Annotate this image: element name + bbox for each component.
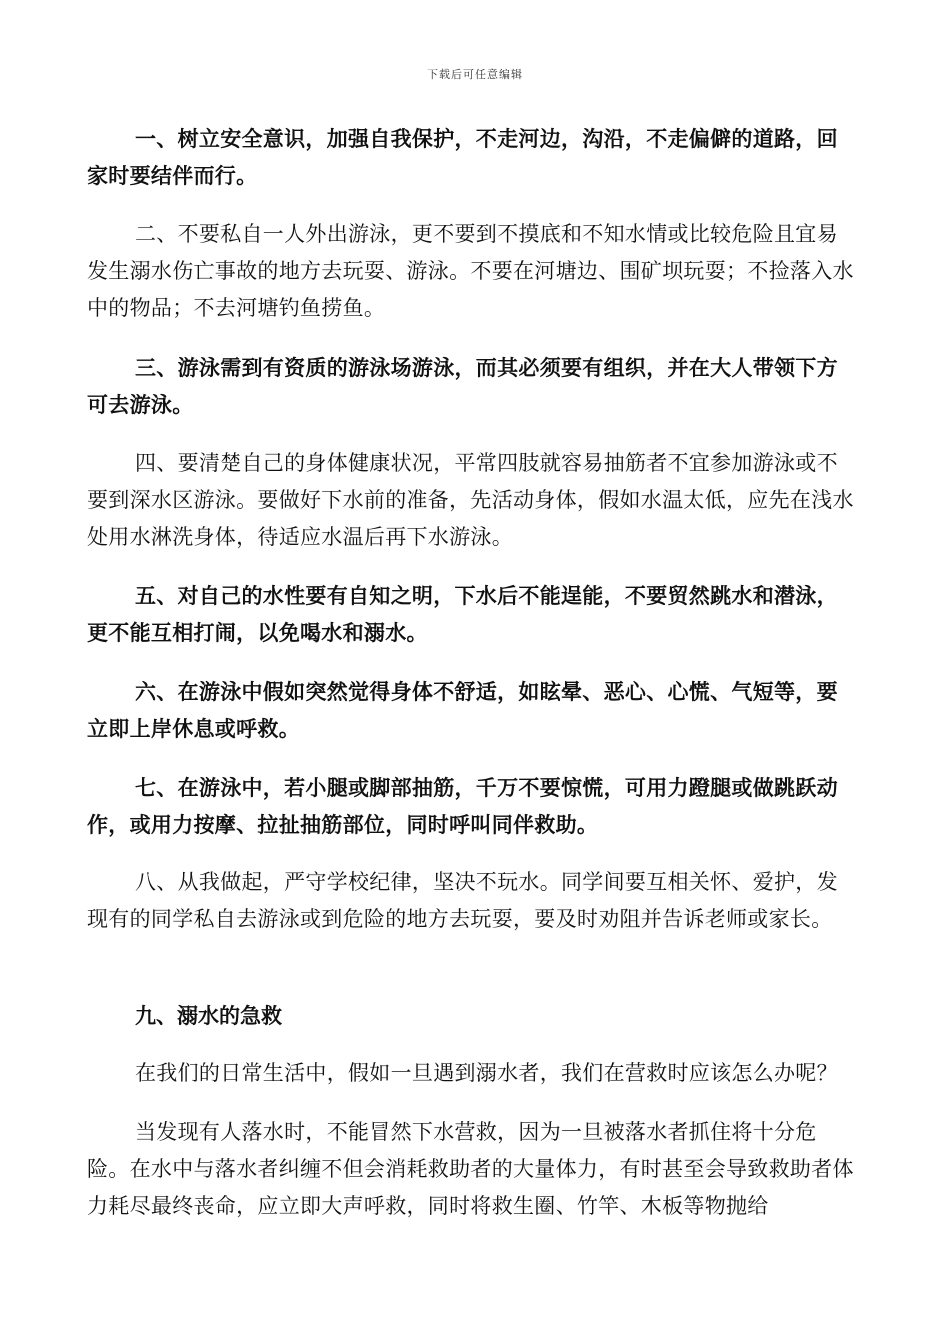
- paragraph-3: 三、游泳需到有资质的游泳场游泳，而其必须要有组织，并在大人带领下方可去游泳。: [87, 355, 838, 417]
- paragraph-10: 在我们的日常生活中，假如一旦遇到溺水者，我们在营救时应该怎么办呢？: [135, 1061, 838, 1085]
- paragraph-11: 当发现有人落水时，不能冒然下水营救，因为一旦被落水者抓住将十分危险。在水中与落水者纠缠不但会消耗救助者的大量体力，有时甚至会导致救助者体力耗尽最终丧命，应立即大声呼救，同时将救生圈、竹竿、木板等物抛给: [87, 1120, 854, 1218]
- paragraph-7: 七、在游泳中，若小腿或脚部抽筋，千万不要惊慌，可用力蹬腿或做跳跃动作，或用力按摩、拉扯抽筋部位，同时呼叫同伴救助。: [87, 775, 838, 837]
- paragraph-4: 四、要清楚自己的身体健康状况，平常四肢就容易抽筋者不宜参加游泳或不要到深水区游泳。要做好下水前的准备，先活动身体，假如水温太低，应先在浅水处用水淋洗身体，待适应水温后再下水游泳。: [87, 451, 854, 549]
- paragraph-2: 二、不要私自一人外出游泳，更不要到不摸底和不知水情或比较危险且宜易发生溺水伤亡事故的地方去玩耍、游泳。不要在河塘边、围矿坝玩耍；不捡落入水中的物品；不去河塘钓鱼捞鱼。: [87, 222, 854, 320]
- page-header-note: 下载后可任意编辑: [427, 68, 523, 81]
- paragraph-1: 一、树立安全意识，加强自我保护，不走河边，沟沿，不走偏僻的道路，回家时要结伴而行。: [87, 126, 838, 188]
- paragraph-5: 五、对自己的水性要有自知之明，下水后不能逞能，不要贸然跳水和潜泳，更不能互相打闹，以免喝水和溺水。: [87, 583, 838, 645]
- paragraph-8: 八、从我做起，严守学校纪律，坚决不玩水。同学间要互相关怀、爱护，发现有的同学私自去游泳或到危险的地方去玩耍，要及时劝阻并告诉老师或家长。: [87, 870, 838, 931]
- section-heading-9: 九、溺水的急救: [135, 1003, 282, 1028]
- paragraph-6: 六、在游泳中假如突然觉得身体不舒适，如眩晕、恶心、心慌、气短等，要立即上岸休息或呼救。: [87, 679, 838, 741]
